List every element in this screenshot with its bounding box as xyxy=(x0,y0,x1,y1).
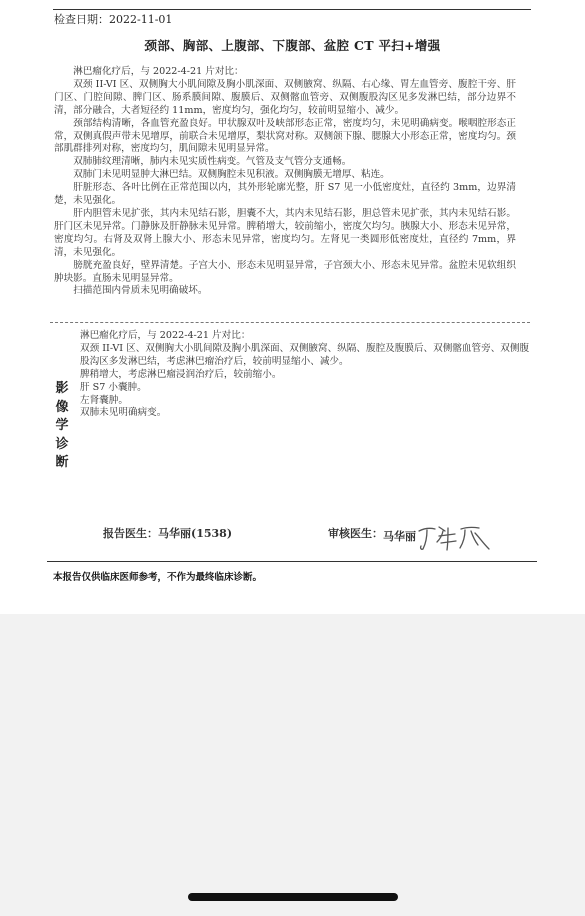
findings-paragraph: 肝内胆管未见扩张，其内未见结石影，胆囊不大，其内未见结石影，胆总管未见扩张，其内未见结石影。肝门区未见异常。门静脉及肝静脉未见异常。脾稍增大，较前缩小，密度欠均匀。胰腺大小、形态未见异常，密度均匀。右肾及双肾上腺大小、形态未见异常，密度均匀。左肾见一类圆形低密度灶，直径约 7mm，界清，未见强化。 xyxy=(54,207,516,258)
diagnosis-label-char: 诊 xyxy=(55,436,69,452)
reviewing-doctor-label: 审核医生： xyxy=(328,527,383,540)
top-rule xyxy=(53,9,531,10)
diagnosis-divider xyxy=(50,322,530,323)
diagnosis-line: 脾稍增大，考虑淋巴瘤浸润治疗后，较前缩小。 xyxy=(80,368,282,380)
findings-paragraph: 双颈 II-VI 区、双侧胸大小肌间隙及胸小肌深面、双侧腋窝、纵隔、右心缘、胃左血管旁、腹腔干旁、肝门区、门腔间隙、脾门区、肠系膜间隙、腹膜后、双侧髂血管旁、双侧腹股沟区见多发淋巴结，部分边界不清，部分融合，大者短径约 11mm，密度均匀，强化均匀，较前明显缩小、减少。 xyxy=(54,78,516,116)
reviewing-doctor-name: 马华丽 xyxy=(383,530,416,543)
handwritten-signature xyxy=(415,519,495,555)
findings-paragraph: 肝脏形态、各叶比例在正常范围以内，其外形轮廓光整，肝 S7 见一小低密度灶，直径约 3mm，边界清楚，未见强化。 xyxy=(54,182,516,207)
findings-paragraph: 双肺门未见明显肿大淋巴结。双侧胸腔未见积液。双侧胸膜无增厚、粘连。 xyxy=(73,169,390,181)
report-title: 颈部、胸部、上腹部、下腹部、盆腔 CT 平扫+增强 xyxy=(144,38,441,53)
diagnosis-line: 左肾囊肿。 xyxy=(80,394,128,406)
bottom-rule xyxy=(47,561,537,562)
findings-paragraph: 膀胱充盈良好，壁界清楚。子宫大小、形态未见明显异常，子宫颈大小、形态未见异常。盆腔未见软组织肿块影。直肠未见明显异常。 xyxy=(54,259,516,284)
reporting-doctor: 报告医生：马华丽(1538) xyxy=(103,527,233,540)
diagnosis-label-char: 影 xyxy=(55,381,69,396)
diagnosis-section xyxy=(80,330,536,420)
home-indicator[interactable] xyxy=(188,893,398,901)
diagnosis-line: 双肺未见明确病变。 xyxy=(80,407,167,419)
diagnosis-line: 双颈 II-VI 区、双侧胸大小肌间隙及胸小肌深面、双侧腋窝、纵隔、腹腔及腹膜后、双侧髂血管旁、双侧腹股沟区多发淋巴结，考虑淋巴瘤治疗后，较前明显缩小、减少。 xyxy=(80,342,530,367)
diagnosis-line: 肝 S7 小囊肿。 xyxy=(80,381,147,393)
findings-paragraph: 颈部结构清晰，各血管充盈良好。甲状腺双叶及峡部形态正常，密度均匀，未见明确病变。喉咽腔形态正常，双侧真假声带未见增厚，前联合未见增厚，梨状窝对称。双侧颌下腺、腮腺大小形态正常，密度均匀。颈部肌群排列对称，密度均匀，肌间隙未见明显异常。 xyxy=(54,117,516,155)
diagnosis-label-char: 像 xyxy=(55,399,69,415)
report-disclaimer: 本报告仅供临床医师参考，不作为最终临床诊断。 xyxy=(53,572,263,583)
diagnosis-label xyxy=(53,380,71,473)
findings-paragraph: 扫描范围内骨质未见明确破坏。 xyxy=(73,285,208,297)
findings-paragraph: 淋巴瘤化疗后，与 2022-4-21 片对比： xyxy=(73,66,244,77)
exam-date: 检查日期：2022-11-01 xyxy=(54,13,173,26)
findings-paragraph: 双肺肺纹理清晰，肺内未见实质性病变。气管及支气管分支通畅。 xyxy=(73,156,352,168)
diagnosis-line: 淋巴瘤化疗后，与 2022-4-21 片对比： xyxy=(80,330,251,341)
diagnosis-label-char: 断 xyxy=(55,455,69,470)
findings-section xyxy=(54,66,516,298)
diagnosis-label-char: 学 xyxy=(55,418,69,433)
